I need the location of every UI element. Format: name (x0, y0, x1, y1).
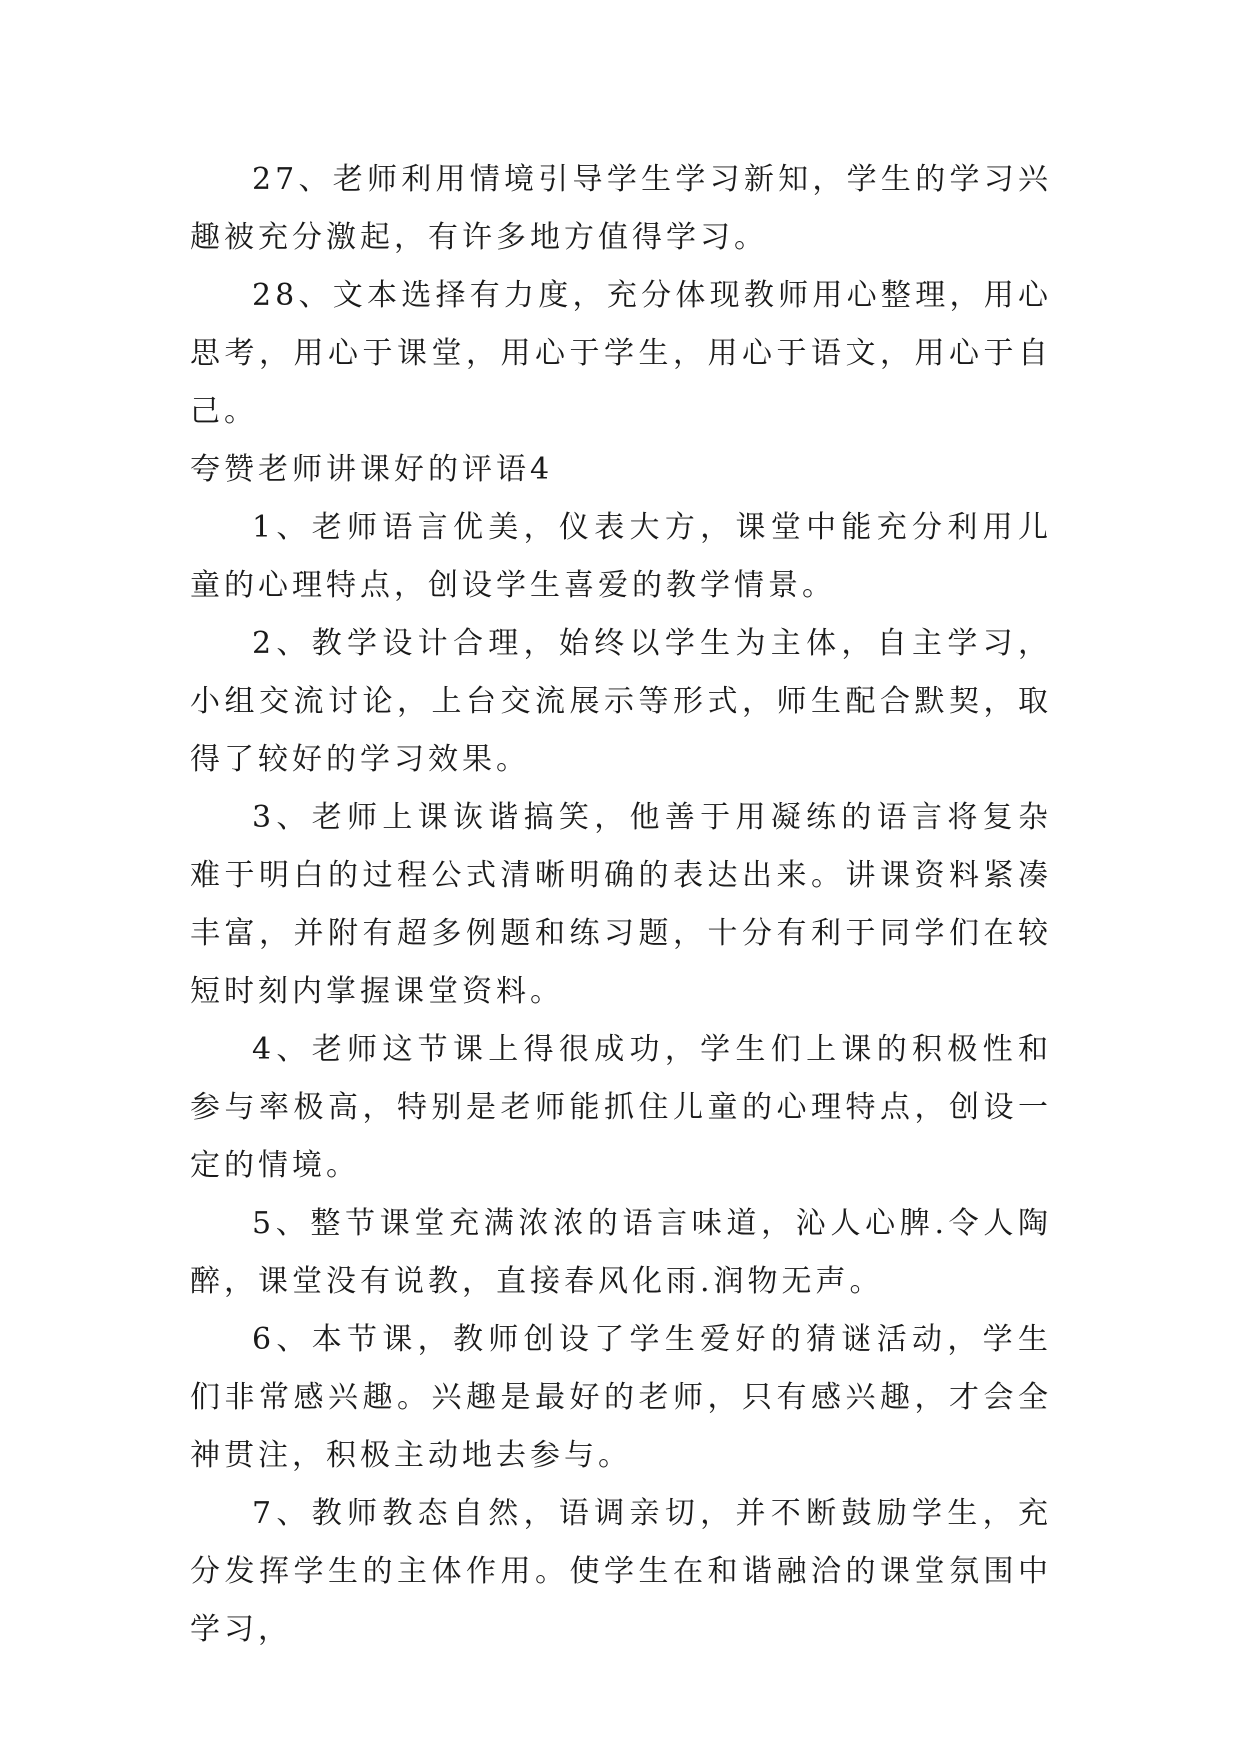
paragraph-3: 3、老师上课诙谐搞笑，他善于用凝练的语言将复杂难于明白的过程公式清晰明确的表达出来。讲课资料紧凑丰富，并附有超多例题和练习题，十分有利于同学们在较短时刻内掌握课堂资料。 (190, 800, 1052, 1009)
paragraph-5: 5、整节课堂充满浓浓的语言味道，沁人心脾.令人陶醉，课堂没有说教，直接春风化雨.润物无声。 (190, 1206, 1052, 1299)
paragraph-27: 27、老师利用情境引导学生学习新知，学生的学习兴趣被充分激起，有许多地方值得学习。 (190, 162, 1052, 255)
document-body (190, 151, 1052, 1659)
paragraph-28: 28、文本选择有力度，充分体现教师用心整理，用心思考，用心于课堂，用心于学生，用心于语文，用心于自己。 (190, 278, 1052, 429)
paragraph-6: 6、本节课，教师创设了学生爱好的猜谜活动，学生们非常感兴趣。兴趣是最好的老师，只有感兴趣，才会全神贯注，积极主动地去参与。 (190, 1322, 1052, 1473)
paragraph-2: 2、教学设计合理，始终以学生为主体，自主学习，小组交流讨论，上台交流展示等形式，师生配合默契，取得了较好的学习效果。 (190, 626, 1052, 777)
paragraph-4: 4、老师这节课上得很成功，学生们上课的积极性和参与率极高，特别是老师能抓住儿童的心理特点，创设一定的情境。 (190, 1032, 1052, 1183)
paragraph-1: 1、老师语言优美，仪表大方，课堂中能充分利用儿童的心理特点，创设学生喜爱的教学情景。 (190, 510, 1052, 603)
paragraph-7: 7、教师教态自然，语调亲切，并不断鼓励学生，充分发挥学生的主体作用。使学生在和谐融洽的课堂氛围中学习， (190, 1496, 1052, 1647)
section-heading: 夸赞老师讲课好的评语4 (190, 452, 554, 487)
